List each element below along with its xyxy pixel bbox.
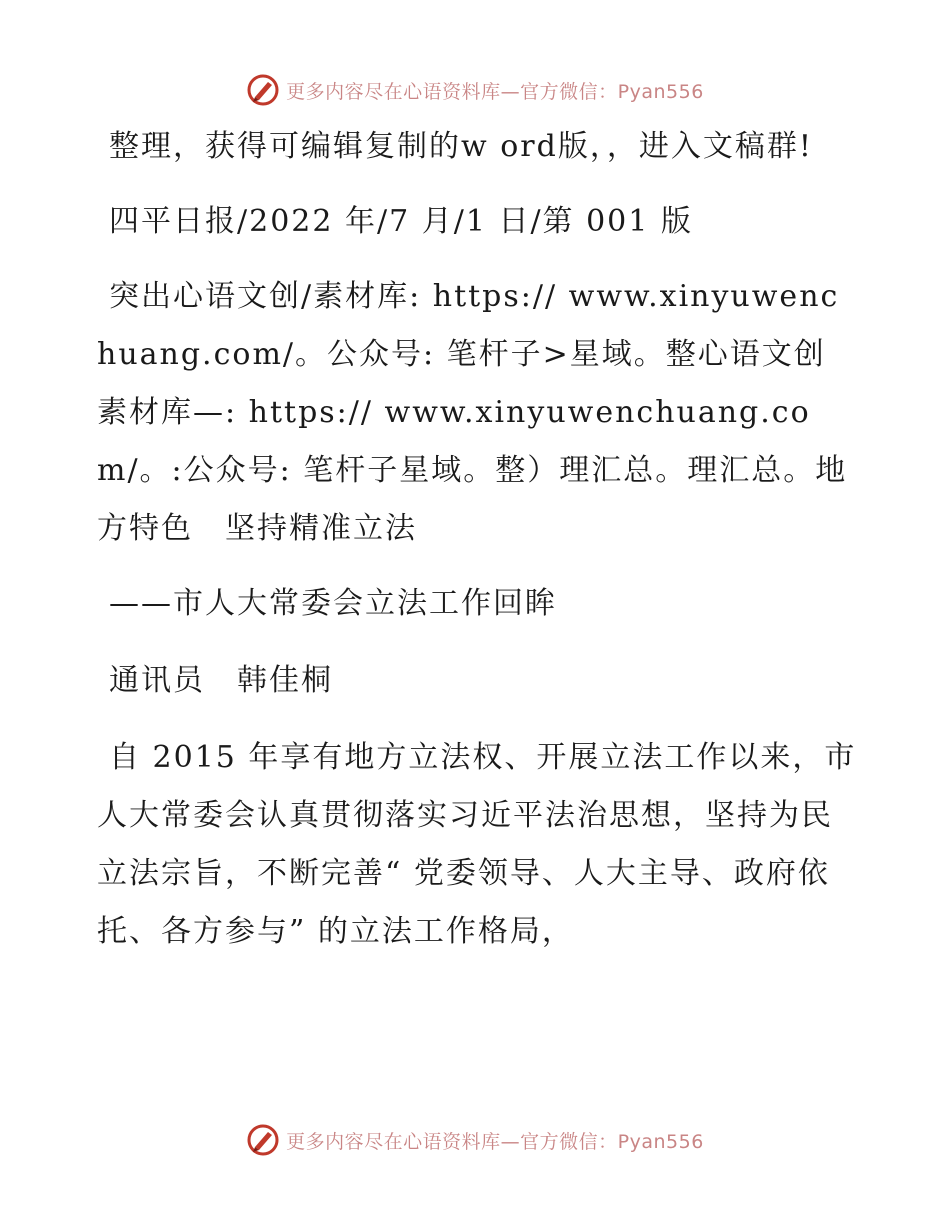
document-body bbox=[97, 118, 857, 961]
watermark-text: 更多内容尽在心语资料库—官方微信：Pyan556 bbox=[286, 80, 704, 103]
paragraph-note: 整理，获得可编辑复制的w ord版，，进入文稿群! bbox=[109, 129, 813, 164]
watermark-text: 更多内容尽在心语资料库—官方微信：Pyan556 bbox=[286, 1130, 704, 1153]
paragraph-subtitle: ——市人大常委会立法工作回眸 bbox=[109, 586, 557, 621]
paragraph-byline: 通讯员 韩佳桐 bbox=[109, 663, 333, 698]
paragraph-source: 四平日报/2022 年/7 月/1 日/第 001 版 bbox=[109, 204, 693, 239]
pen-logo-icon bbox=[246, 1123, 280, 1157]
paragraph-headline: 突出心语文创/素材库: https:// www.xinyuwenchuang.com/。公众号: 笔杆子>星域。整心语文创素材库—: https:// www.xinyuwenchuang.com/。:公众号: 笔杆子星域。整）理汇总。理汇总。地方特色 坚持精准立法 bbox=[97, 279, 848, 546]
paragraph-body: 自 2015 年享有地方立法权、开展立法工作以来，市人大常委会认真贯彻落实习近平法治思想，坚持为民立法宗旨，不断完善“ 党委领导、人大主导、政府依托、各方参与” 的立法工作格局， bbox=[97, 740, 857, 949]
watermark-footer bbox=[0, 1120, 950, 1160]
pen-logo-icon bbox=[246, 73, 280, 107]
watermark-header bbox=[0, 70, 950, 110]
